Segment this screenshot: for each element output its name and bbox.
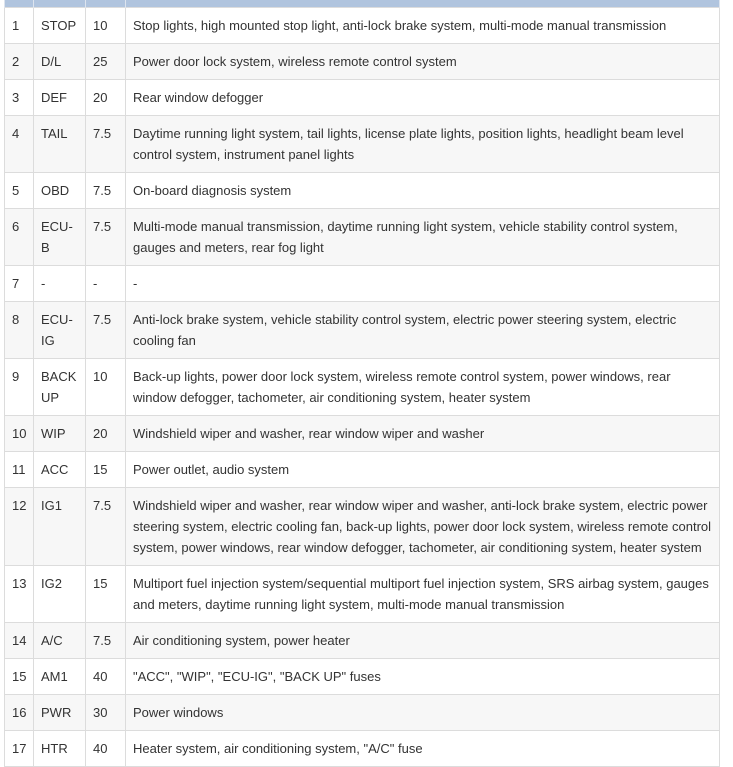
fuse-number-cell: 17 — [5, 731, 34, 767]
fuse-name-cell: OBD — [34, 173, 86, 209]
table-row — [5, 452, 720, 488]
table-row — [5, 623, 720, 659]
fuse-circuit-cell: Rear window defogger — [126, 80, 720, 116]
fuse-number-cell: 4 — [5, 116, 34, 173]
fuse-circuit-cell: Power outlet, audio system — [126, 452, 720, 488]
fuse-name-cell: AM1 — [34, 659, 86, 695]
table-header — [5, 0, 720, 8]
fuse-ampere-cell: 7.5 — [86, 623, 126, 659]
table-row — [5, 44, 720, 80]
fuse-circuit-cell: - — [126, 266, 720, 302]
fuse-ampere-cell: - — [86, 266, 126, 302]
fuse-ampere-cell: 7.5 — [86, 209, 126, 266]
fuse-ampere-cell: 10 — [86, 8, 126, 44]
fuse-circuit-cell: "ACC", "WIP", "ECU-IG", "BACK UP" fuses — [126, 659, 720, 695]
fuse-number-cell: 10 — [5, 416, 34, 452]
fuse-number-cell: 8 — [5, 302, 34, 359]
table-row — [5, 659, 720, 695]
fuse-number-cell: 5 — [5, 173, 34, 209]
table-row — [5, 266, 720, 302]
fuse-number-cell: 11 — [5, 452, 34, 488]
fuse-name-cell: BACK UP — [34, 359, 86, 416]
fuse-ampere-cell: 20 — [86, 80, 126, 116]
fuse-ampere-cell: 7.5 — [86, 302, 126, 359]
header-cell-name — [34, 0, 86, 8]
fuse-circuit-cell: Heater system, air conditioning system, "A/C" fuse — [126, 731, 720, 767]
fuse-ampere-cell: 25 — [86, 44, 126, 80]
table-row — [5, 209, 720, 266]
table-row — [5, 116, 720, 173]
fuse-ampere-cell: 15 — [86, 452, 126, 488]
fuse-name-cell: STOP — [34, 8, 86, 44]
fuse-ampere-cell: 40 — [86, 659, 126, 695]
fuse-ampere-cell: 10 — [86, 359, 126, 416]
table-row — [5, 695, 720, 731]
fuse-ampere-cell: 30 — [86, 695, 126, 731]
fuse-ampere-cell: 20 — [86, 416, 126, 452]
fuse-circuit-cell: Power door lock system, wireless remote control system — [126, 44, 720, 80]
fuse-number-cell: 13 — [5, 566, 34, 623]
header-cell-no — [5, 0, 34, 8]
fuse-number-cell: 9 — [5, 359, 34, 416]
fuse-name-cell: IG2 — [34, 566, 86, 623]
header-cell-circuit — [126, 0, 720, 8]
fuse-circuit-cell: Air conditioning system, power heater — [126, 623, 720, 659]
fuse-number-cell: 6 — [5, 209, 34, 266]
fuse-ampere-cell: 7.5 — [86, 173, 126, 209]
fuse-number-cell: 3 — [5, 80, 34, 116]
fuse-number-cell: 1 — [5, 8, 34, 44]
fuse-name-cell: A/C — [34, 623, 86, 659]
fuse-circuit-cell: Back-up lights, power door lock system, wireless remote control system, power windows, rear window defogger, tachometer, air conditioning system, heater system — [126, 359, 720, 416]
fuse-number-cell: 12 — [5, 488, 34, 566]
fuse-ampere-cell: 15 — [86, 566, 126, 623]
table-body — [5, 8, 720, 767]
fuse-name-cell: WIP — [34, 416, 86, 452]
table-row — [5, 416, 720, 452]
table-row — [5, 173, 720, 209]
table-row — [5, 731, 720, 767]
fuse-circuit-cell: Daytime running light system, tail lights, license plate lights, position lights, headlight beam level control system, instrument panel lights — [126, 116, 720, 173]
fuse-number-cell: 2 — [5, 44, 34, 80]
fuse-name-cell: DEF — [34, 80, 86, 116]
fuse-table — [4, 0, 720, 767]
fuse-number-cell: 14 — [5, 623, 34, 659]
fuse-name-cell: PWR — [34, 695, 86, 731]
fuse-name-cell: ACC — [34, 452, 86, 488]
fuse-name-cell: ECU-IG — [34, 302, 86, 359]
fuse-name-cell: TAIL — [34, 116, 86, 173]
fuse-ampere-cell: 40 — [86, 731, 126, 767]
fuse-name-cell: HTR — [34, 731, 86, 767]
table-row — [5, 80, 720, 116]
fuse-circuit-cell: On-board diagnosis system — [126, 173, 720, 209]
fuse-circuit-cell: Anti-lock brake system, vehicle stability control system, electric power steering system, electric cooling fan — [126, 302, 720, 359]
fuse-circuit-cell: Stop lights, high mounted stop light, anti-lock brake system, multi-mode manual transmission — [126, 8, 720, 44]
fuse-ampere-cell: 7.5 — [86, 488, 126, 566]
fuse-number-cell: 7 — [5, 266, 34, 302]
fuse-circuit-cell: Power windows — [126, 695, 720, 731]
fuse-ampere-cell: 7.5 — [86, 116, 126, 173]
fuse-circuit-cell: Windshield wiper and washer, rear window wiper and washer, anti-lock brake system, electric power steering system, electric cooling fan, back-up lights, power door lock system, wireless remote control system, power windows, rear window defogger, tachometer, air conditioning system, heater system — [126, 488, 720, 566]
table-row — [5, 302, 720, 359]
fuse-name-cell: - — [34, 266, 86, 302]
header-row — [5, 0, 720, 8]
fuse-name-cell: IG1 — [34, 488, 86, 566]
fuse-circuit-cell: Multi-mode manual transmission, daytime running light system, vehicle stability control system, gauges and meters, rear fog light — [126, 209, 720, 266]
header-cell-amp — [86, 0, 126, 8]
fuse-name-cell: ECU-B — [34, 209, 86, 266]
fuse-circuit-cell: Windshield wiper and washer, rear window wiper and washer — [126, 416, 720, 452]
table-row — [5, 566, 720, 623]
table-row — [5, 8, 720, 44]
fuse-number-cell: 16 — [5, 695, 34, 731]
fuse-name-cell: D/L — [34, 44, 86, 80]
table-row — [5, 359, 720, 416]
fuse-circuit-cell: Multiport fuel injection system/sequential multiport fuel injection system, SRS airbag system, gauges and meters, daytime running light system, multi-mode manual transmission — [126, 566, 720, 623]
fuse-number-cell: 15 — [5, 659, 34, 695]
table-row — [5, 488, 720, 566]
